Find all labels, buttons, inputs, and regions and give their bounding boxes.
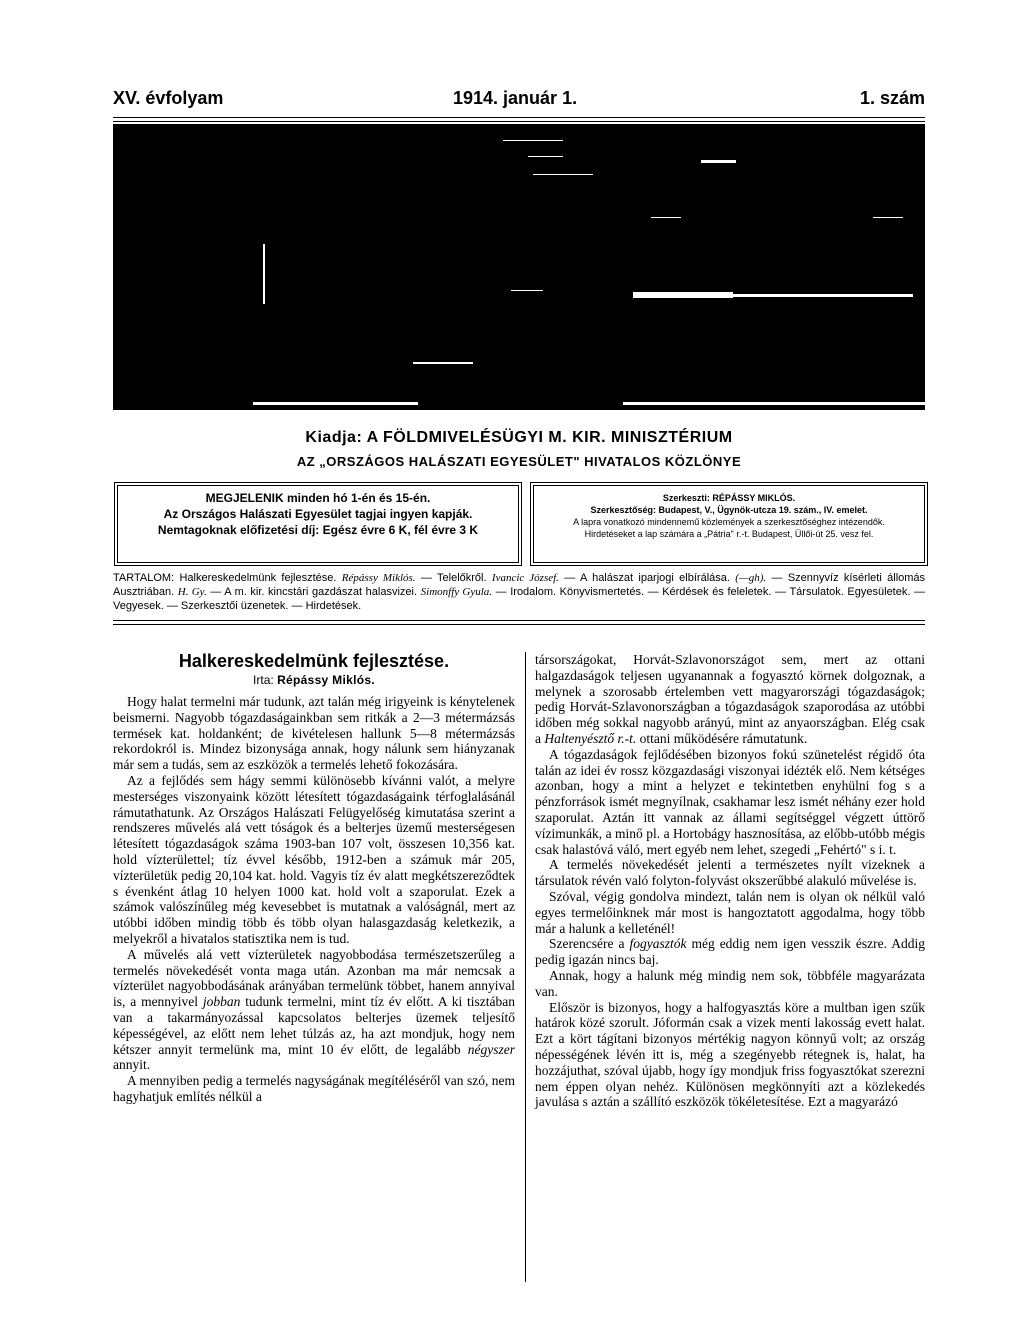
paragraph: Annak, hogy a halunk még mindig nem sok, többféle magyarázata van. (535, 967, 925, 999)
header-rule (113, 117, 925, 122)
publisher-subline: AZ „ORSZÁGOS HALÁSZATI EGYESÜLET" HIVATALOS KÖZLÖNYE (296, 454, 742, 469)
paragraph: A termelés növekedését jelenti a természetes nyílt vizeknek a társulatok révén való folyton-folyvást okszerűbbé alakuló művelése is. (535, 857, 925, 889)
toc-author: (—gh). (735, 572, 767, 584)
publisher-block (113, 428, 925, 472)
toc-author: Simonffy Gyula. (420, 586, 493, 598)
masthead-rule (113, 408, 925, 410)
article-title: Halkereskedelmünk fejlesztése. (178, 651, 450, 671)
masthead-streak (623, 402, 925, 405)
text: A művelés alá vett vízterületek nagyobbodása természetszerűleg a termelés növekedését vonta maga után. Azonban ma már nemcsak a vízterület nagyobbodásának arányában termelünk többet, hanem annyival is, a mennyivel (113, 946, 515, 1010)
toc-item: — A m. kir. kincstári gazdászat halasvizei. (210, 586, 418, 598)
toc-item: — Telelőkről. (420, 572, 487, 584)
masthead-streak (253, 402, 418, 405)
editor-name: Szerkeszti: RÉPÁSSY MIKLÓS. (662, 493, 796, 503)
emphasis: négyszer (467, 1041, 516, 1057)
masthead-streak (413, 362, 473, 364)
page-header (113, 88, 925, 116)
subscription-frequency: MEGJELENIK minden hó 1-én és 15-én. (205, 491, 431, 505)
toc-item: — A halászat iparjogi elbírálása. (564, 572, 730, 584)
paragraph: Szóval, végig gondolva mindezt, talán nem is olyan ok nélkül való egyes termelőinknek már most is hangoztatott aggodalma, hogy több már a halunk a kelleténél! (535, 888, 925, 936)
paragraph: Az a fejlődés sem hágy semmi különösebb kívánni valót, a melyre mesterséges viszonyaink között létesített tógazdaságaink térfoglalásánál rámutathatunk. Az Országos Halászati Felügyelőség kimutatása szerint a rendszeres művelés alá vett tóságok és a belterjes üzemű mesterségesen létesített tógazdaságok száma 1903-ban 107 volt, összesen 10,356 kat. hold vízterülettel; tíz évvel később, 1912-ben a számuk már 205, vízterületük pedig 20,104 kat. hold. Vagyis tíz év alatt megkétszereződtek s évenként átlag 10 helyen 1000 kat. hold volt a szaporulat. Ezek a számok valószínűleg még kevesebbet is mutatnak a valóságnál, mert az utóbbi időben mindig több és több olyan halasgazdaság keletkezik, a melyekről a hivatalos statisztika nem is tud. (113, 772, 515, 946)
editorial-address: Szerkesztőség: Budapest, V., Ügynök-utcza 19. szám., IV. emelet. (590, 505, 868, 515)
paragraph: A tógazdaságok fejlődésében bizonyos fokú szünetelést régidő óta talán az idei év rossz közgazdasági viszonyai idézték elő. Nem kétséges azonban, hogy a mint a helyzet e tekintetben enyhülni fog s a pénzforrások ismét megnyílnak, csakhamar lesz ismét néhány ezer hold szaporulat. Aztán itt vannak az állami segítséggel végzett úttörő vízimunkák, a minő pl. a Hortobágy hasznosítása, az előbb-utóbb mégis csak halastóvá váló, mert egyéb nem lehet, szegedi „Fehértó" s i. t. (535, 746, 925, 857)
emphasis: Haltenyésztő r.-t. (544, 730, 637, 746)
publisher-line: Kiadja: A FÖLDMIVELÉSÜGYI M. KIR. MINISZTÉRIUM (305, 429, 733, 446)
editorial-box (533, 485, 925, 563)
article-right-column (535, 652, 925, 1110)
toc-item: — Szennyvíz kísérleti állomás Ausztriában. (113, 572, 926, 598)
table-of-contents (113, 571, 925, 613)
byline-author: Répássy Miklós. (277, 673, 375, 687)
editorial-note: A lapra vonatkozó mindennemű közlemények a szerkesztőséghez intézendők. (573, 517, 885, 527)
paragraph: Először is bizonyos, hogy a halfogyasztás köre a multban igen szűk határok közé szorult. Jóformán csak a vizek menti lakosság evett halat. Ezt a kört tágítani bizonyos mértékig nagyon könnyű volt; az ország népességének lévén itt is, még a szegényebb rétegnek is, halat, ha hozzájuthat, szóval újabb, hogy így mondjuk friss fogyasztókat szerezni nem éppen olyan nehéz. Különösen megkönnyíti azt a közlekedés javulása s aztán a szállító eszközök tökéletesítése. Ezt a magyarázó (535, 999, 925, 1110)
toc-label: TARTALOM: (113, 572, 175, 584)
masthead-streak (873, 217, 903, 218)
masthead-streak (733, 294, 913, 297)
text: ottani működésére rámutatunk. (639, 730, 808, 746)
text: még eddig nem igen vesszik észre. Addig pedig igazán nincs baj. (535, 936, 926, 968)
article-left-column (113, 650, 515, 1105)
text: annyit. (113, 1057, 151, 1073)
issue-number: 1. szám (859, 88, 925, 108)
byline-prefix: Irta: (253, 673, 274, 687)
masthead-image (113, 124, 925, 408)
toc-item: Halkereskedelmünk fejlesztése. (179, 572, 337, 584)
toc-rest: — Irodalom. Könyvismertetés. — Kérdések és feleletek. — Társulatok. Egyesületek. — Vegyesek. — Szerkesztői üzenetek. — Hirdetések. (113, 586, 925, 612)
masthead-streak (503, 140, 563, 141)
subscription-price: Nemtagoknak előfizetési díj: Egész évre 6 K, fél évre 3 K (157, 523, 479, 537)
toc-author: H. Gy. (177, 586, 207, 598)
paragraph (113, 947, 515, 1073)
masthead-streak (633, 292, 733, 298)
toc-rule (113, 620, 925, 625)
paragraph: Hogy halat termelni már tudunk, azt talán még irigyeink is kénytelenek beismerni. Nagyobb tógazdaságainkban sem ritkák a 2—3 métermázsás termések kat. holdanként; de kivételesen hallunk 5—8 métermázsás rekordokról is. Mindez bizonysága annak, hogy nálunk sem hiányzanak már sem a tudás, sem az eszközök a termelés lehető fokozására. (113, 694, 515, 773)
emphasis: fogyasztók (629, 936, 687, 952)
article-byline (113, 672, 515, 688)
masthead-streak (528, 156, 563, 157)
advertising-note: Hirdetéseket a lap számára a „Pátria" r.-t. Budapest, Üllői-út 25. vesz fel. (584, 529, 874, 539)
masthead-streak (511, 290, 543, 291)
column-divider (525, 652, 526, 1282)
volume-label: XV. évfolyam (113, 88, 224, 108)
text: tudunk termelni, mint tíz év előtt. A ki tisztában van a takarmányozással kapcsolatos belterjes üzemek teljesítő képességével, az előtt nem lehet túlzás az, ha azt mondjuk, hogy nem kétszer annyit termelünk ma, mint 10 év előtt, de legalább (113, 994, 516, 1057)
masthead-streak (263, 244, 265, 304)
issue-date: 1914. január 1. (453, 88, 578, 108)
emphasis: jobban (202, 994, 241, 1010)
subscription-box (117, 485, 519, 563)
text: társországokat, Horvát-Szlavonországot sem, mert az ottani halgazdaságok teljesen ugyanannak a fogyasztó körnek dolgoznak, a melynek a szorosabb értelemben vett magyarországi tógazdaságok; pedig Horvát-Szlavonországban a tógazdaságok szaporodása az utóbbi időben még sokkal nagyobb arányú, mint az anyaországban. Elég csak a (535, 652, 925, 746)
toc-author: Ivancic József. (491, 572, 559, 584)
paragraph (535, 652, 925, 747)
subscription-members: Az Országos Halászati Egyesület tagjai ingyen kapják. (163, 507, 473, 521)
text: Szerencsére a (549, 936, 625, 952)
toc-author: Répássy Miklós. (341, 572, 416, 584)
masthead-streak (533, 174, 593, 175)
masthead-streak (651, 217, 681, 218)
paragraph (535, 936, 925, 968)
paragraph: A mennyiben pedig a termelés nagyságának megítéléséről van szó, nem hagyhatjuk említés nélkül a (113, 1073, 515, 1104)
masthead-streak (701, 160, 736, 163)
